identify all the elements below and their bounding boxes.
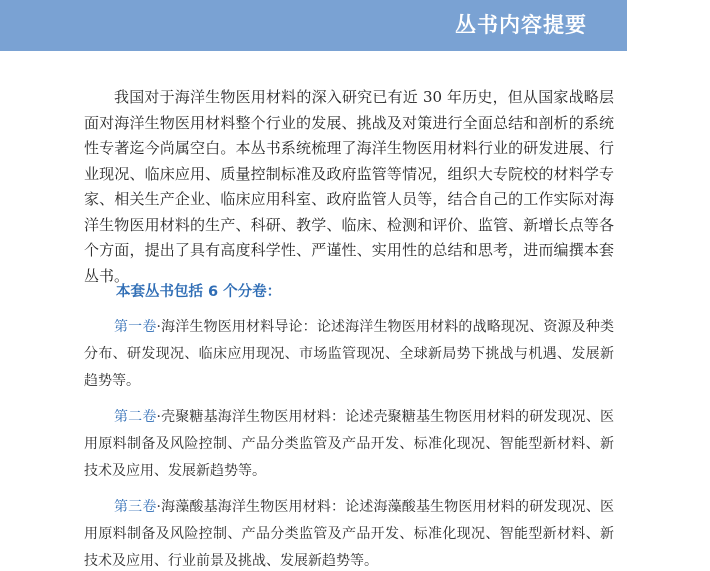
volume-entry-3: [84, 494, 614, 571]
section-banner: [0, 0, 627, 51]
volume-label: 第一卷: [114, 319, 157, 335]
volume-description: ·壳聚糖基海洋生物医用材料：论述壳聚糖基生物医用材料的研发现况、医用原料制备及风险控制、产品分类监管及产品开发、标准化现况、智能型新材料、新技术及应用、发展新趋势等。: [84, 409, 615, 479]
volume-label: 第二卷: [114, 409, 157, 425]
banner-title: 丛书内容提要: [455, 13, 587, 37]
volume-description: ·海洋生物医用材料导论：论述海洋生物医用材料的战略现况、资源及种类分布、研发现况、临床应用现况、市场监管现况、全球新局势下挑战与机遇、发展新趋势等。: [84, 319, 615, 389]
volume-entry-1: [84, 314, 614, 395]
volume-description: ·海藻酸基海洋生物医用材料：论述海藻酸基生物医用材料的研发现况、医用原料制备及风险控制、产品分类监管及产品开发、标准化现况、智能型新材料、新技术及应用、行业前景及挑战、发展新趋势等。: [84, 499, 615, 569]
intro-paragraph: 我国对于海洋生物医用材料的深入研究已有近 30 年历史，但从国家战略层面对海洋生物医用材料整个行业的发展、挑战及对策进行全面总结和剖析的系统性专著迄今尚属空白。本丛书系统梳理了海洋生物医用材料行业的研发进展、行业现况、临床应用、质量控制标准及政府监管等情况，组织大专院校的材料学专家、相关生产企业、临床应用科室、政府监管人员等，结合自己的工作实际对海洋生物医用材料的生产、科研、教学、临床、检测和评价、监管、新增长点等各个方面，提出了具有高度科学性、严谨性、实用性的总结和思考，进而编撰本套丛书。: [84, 88, 614, 285]
volume-label: 第三卷: [114, 499, 157, 515]
volume-entry-2: [84, 404, 614, 485]
volumes-heading: 本套丛书包括 6 个分卷：: [116, 284, 282, 300]
